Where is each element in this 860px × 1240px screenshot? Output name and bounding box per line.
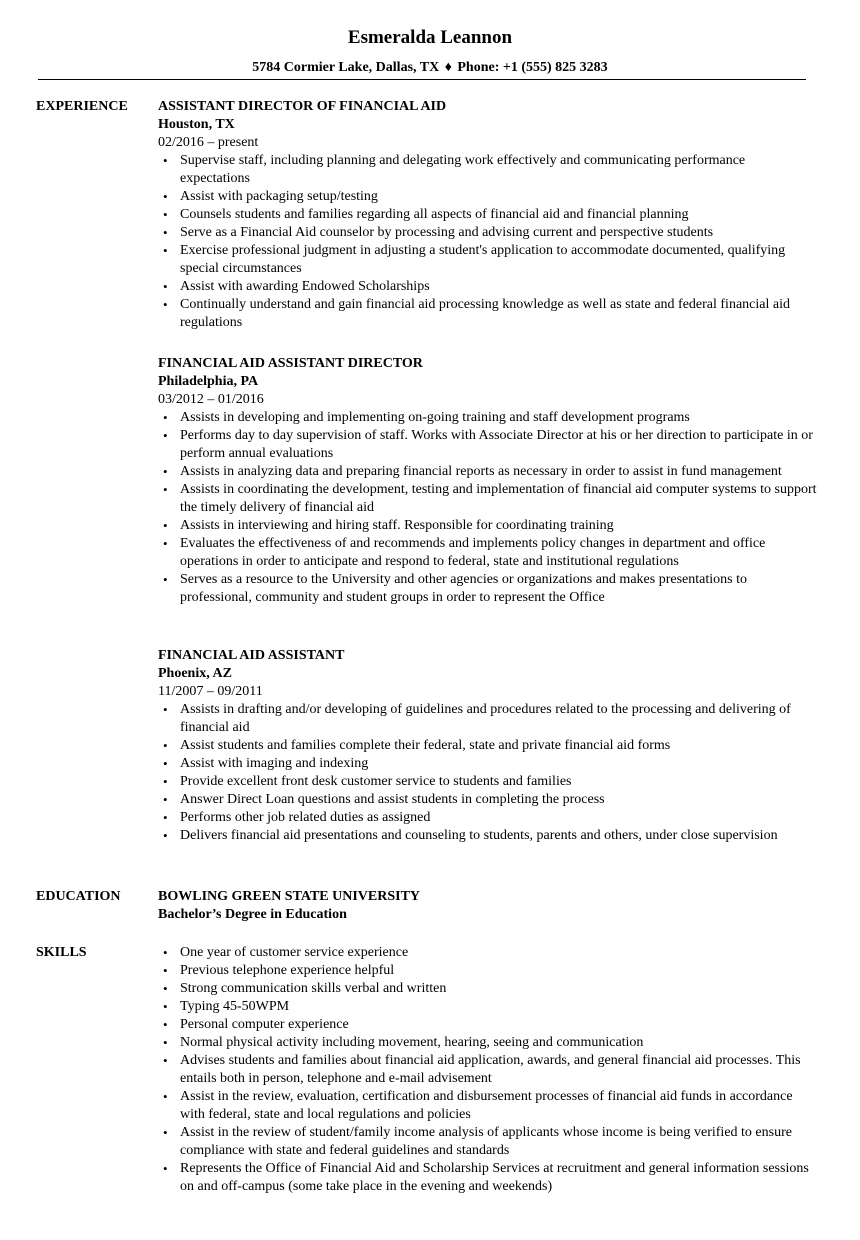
list-item-text: Continually understand and gain financial aid processing knowledge as well as state and federal financial aid regulations	[180, 297, 790, 330]
list-item	[158, 1052, 818, 1088]
job-bullet-list	[158, 701, 818, 845]
list-item	[158, 427, 818, 463]
list-item-text: Assists in analyzing data and preparing financial reports as necessary in order to assist in fund management	[180, 464, 782, 479]
bullet-icon: •	[163, 482, 168, 497]
job-location: Phoenix, AZ	[158, 666, 232, 681]
list-item-text: Assists in developing and implementing on-going training and staff development programs	[180, 410, 690, 425]
bullet-icon: •	[163, 279, 168, 294]
job-dates: 03/2012 – 01/2016	[158, 392, 264, 407]
job-entry	[158, 647, 818, 845]
list-item	[158, 998, 818, 1016]
contact-line	[0, 59, 860, 76]
list-item	[158, 962, 818, 980]
list-item-text: Normal physical activity including movement, hearing, seeing and communication	[180, 1035, 644, 1050]
address: 5784 Cormier Lake, Dallas, TX	[252, 60, 440, 75]
bullet-icon: •	[163, 702, 168, 717]
list-item	[158, 773, 818, 791]
list-item-text: Typing 45-50WPM	[180, 999, 290, 1014]
job-title: FINANCIAL AID ASSISTANT DIRECTOR	[158, 356, 423, 371]
list-item	[158, 535, 818, 571]
list-item	[158, 463, 818, 481]
bullet-icon: •	[163, 981, 168, 996]
list-item	[158, 737, 818, 755]
list-item-text: Previous telephone experience helpful	[180, 963, 395, 978]
list-item	[158, 980, 818, 998]
list-item	[158, 278, 818, 296]
list-item-text: Evaluates the effectiveness of and recommends and implements policy changes in department and office operations in order to anticipate and respond to federal, state and institutional regulations	[180, 536, 766, 569]
list-item	[158, 296, 818, 332]
bullet-icon: •	[163, 945, 168, 960]
section-label-education: EDUCATION	[36, 889, 121, 904]
list-item	[158, 224, 818, 242]
bullet-icon: •	[163, 963, 168, 978]
list-item	[158, 1016, 818, 1034]
list-item-text: Performs other job related duties as assigned	[180, 810, 431, 825]
skills-bullet-list	[158, 944, 818, 1196]
bullet-icon: •	[163, 1053, 168, 1068]
list-item	[158, 1124, 818, 1160]
job-dates: 11/2007 – 09/2011	[158, 684, 263, 699]
list-item	[158, 755, 818, 773]
bullet-icon: •	[163, 810, 168, 825]
list-item-text: Exercise professional judgment in adjusting a student's application to accommodate documented, qualifying special circumstances	[180, 243, 786, 276]
section-label-experience: EXPERIENCE	[36, 99, 128, 114]
job-bullet-list	[158, 152, 818, 332]
job-title: FINANCIAL AID ASSISTANT	[158, 648, 345, 663]
diamond-separator-icon: ♦	[444, 60, 452, 75]
list-item	[158, 1034, 818, 1052]
list-item-text: Assist with awarding Endowed Scholarships	[180, 279, 430, 294]
bullet-icon: •	[163, 464, 168, 479]
list-item	[158, 481, 818, 517]
bullet-icon: •	[163, 738, 168, 753]
list-item	[158, 701, 818, 737]
job-location: Houston, TX	[158, 117, 235, 132]
list-item	[158, 809, 818, 827]
job-bullet-list	[158, 409, 818, 607]
bullet-icon: •	[163, 518, 168, 533]
list-item-text: Provide excellent front desk customer service to students and families	[180, 774, 572, 789]
list-item-text: Serves as a resource to the University and other agencies or organizations and makes presentations to professional, community and student groups in order to represent the Office	[180, 572, 747, 605]
section-label-skills: SKILLS	[36, 945, 87, 960]
bullet-icon: •	[163, 572, 168, 587]
bullet-icon: •	[163, 1017, 168, 1032]
list-item-text: Assist students and families complete their federal, state and private financial aid forms	[180, 738, 671, 753]
bullet-icon: •	[163, 1161, 168, 1176]
list-item	[158, 409, 818, 427]
list-item-text: Assists in interviewing and hiring staff. Responsible for coordinating training	[180, 518, 614, 533]
list-item-text: Assist with imaging and indexing	[180, 756, 369, 771]
list-item-text: Strong communication skills verbal and written	[180, 981, 447, 996]
list-item-text: Assist in the review of student/family income analysis of applicants whose income is being verified to ensure compliance with state and federal guidelines and standards	[180, 1125, 792, 1158]
list-item-text: Assists in coordinating the development, testing and implementation of financial aid computer systems to support the timely delivery of financial aid	[180, 482, 817, 515]
list-item	[158, 827, 818, 845]
list-item	[158, 1160, 818, 1196]
list-item-text: Personal computer experience	[180, 1017, 349, 1032]
job-dates: 02/2016 – present	[158, 135, 259, 150]
school-name: BOWLING GREEN STATE UNIVERSITY	[158, 889, 421, 904]
bullet-icon: •	[163, 792, 168, 807]
list-item-text: Assist with packaging setup/testing	[180, 189, 378, 204]
bullet-icon: •	[163, 999, 168, 1014]
list-item	[158, 188, 818, 206]
bullet-icon: •	[163, 756, 168, 771]
job-entry	[158, 355, 818, 607]
list-item-text: Answer Direct Loan questions and assist students in completing the process	[180, 792, 605, 807]
list-item	[158, 517, 818, 535]
bullet-icon: •	[163, 189, 168, 204]
header-divider	[38, 79, 806, 80]
education-entry	[158, 888, 818, 924]
job-entry	[158, 98, 818, 332]
degree: Bachelor’s Degree in Education	[158, 907, 347, 922]
list-item-text: Delivers financial aid presentations and counseling to students, parents and others, under close supervision	[180, 828, 778, 843]
list-item-text: Assists in drafting and/or developing of guidelines and procedures related to the processing and delivering of financial aid	[180, 702, 791, 735]
phone: Phone: +1 (555) 825 3283	[457, 60, 608, 75]
list-item	[158, 791, 818, 809]
list-item-text: Supervise staff, including planning and delegating work effectively and communicating performance expectations	[180, 153, 746, 186]
list-item	[158, 206, 818, 224]
candidate-name: Esmeralda Leannon	[347, 27, 513, 48]
list-item-text: Serve as a Financial Aid counselor by processing and advising current and perspective students	[180, 225, 714, 240]
bullet-icon: •	[163, 774, 168, 789]
list-item	[158, 242, 818, 278]
list-item-text: Advises students and families about financial aid application, awards, and general financial aid processes. This entails both in person, telephone and e-mail advisement	[180, 1053, 801, 1086]
list-item	[158, 944, 818, 962]
bullet-icon: •	[163, 297, 168, 312]
bullet-icon: •	[163, 1089, 168, 1104]
bullet-icon: •	[163, 243, 168, 258]
job-title: ASSISTANT DIRECTOR OF FINANCIAL AID	[158, 99, 447, 114]
bullet-icon: •	[163, 207, 168, 222]
bullet-icon: •	[163, 410, 168, 425]
bullet-icon: •	[163, 828, 168, 843]
list-item-text: Represents the Office of Financial Aid and Scholarship Services at recruitment and general information sessions on and off-campus (some take place in the evening and weekends)	[180, 1161, 809, 1194]
bullet-icon: •	[163, 428, 168, 443]
bullet-icon: •	[163, 225, 168, 240]
bullet-icon: •	[163, 1035, 168, 1050]
list-item-text: Performs day to day supervision of staff. Works with Associate Director at his or her direction to participate in or perform annual evaluations	[180, 428, 813, 461]
bullet-icon: •	[163, 536, 168, 551]
list-item-text: Counsels students and families regarding all aspects of financial aid and financial planning	[180, 207, 689, 222]
list-item	[158, 571, 818, 607]
skills-entry	[158, 944, 818, 1196]
job-location: Philadelphia, PA	[158, 374, 259, 389]
bullet-icon: •	[163, 1125, 168, 1140]
bullet-icon: •	[163, 153, 168, 168]
list-item	[158, 1088, 818, 1124]
list-item-text: One year of customer service experience	[180, 945, 409, 960]
list-item	[158, 152, 818, 188]
list-item-text: Assist in the review, evaluation, certification and disbursement processes of financial aid funds in accordance with federal, state and local regulations and policies	[180, 1089, 793, 1122]
